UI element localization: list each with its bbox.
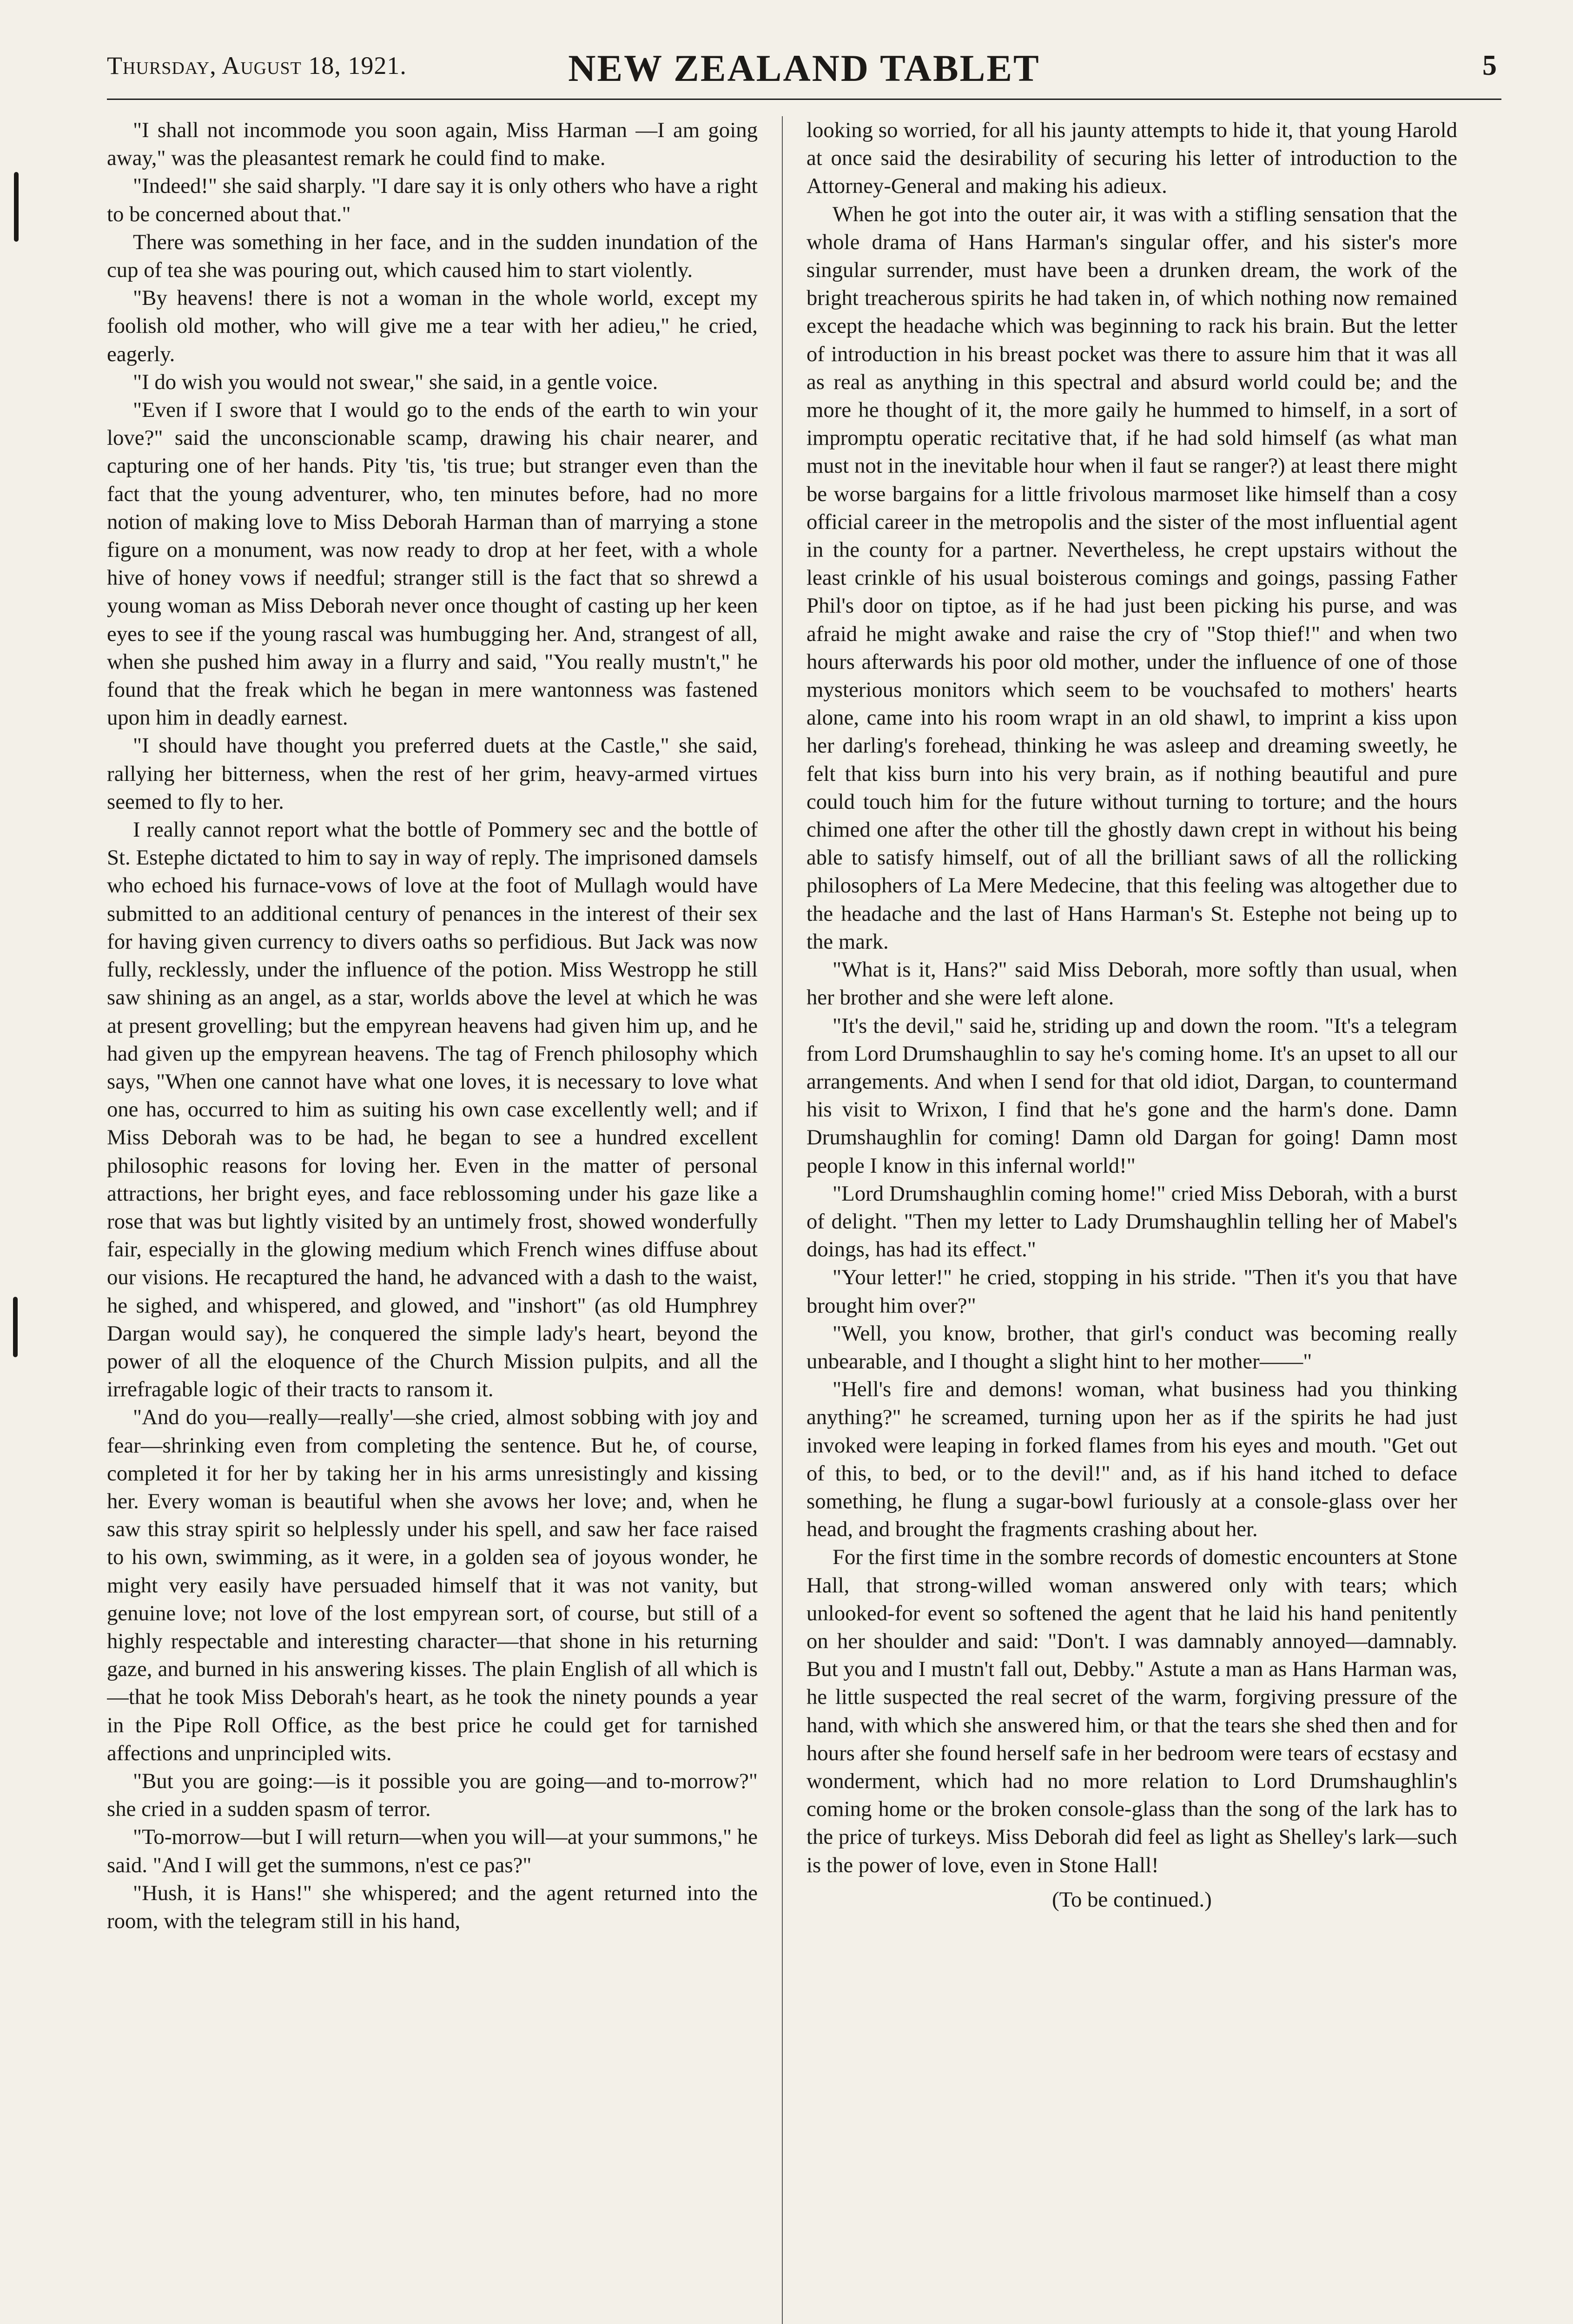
paragraph: "I shall not incommode you soon again, Miss Harman —I am going away," was the pleasantest remark he could find to make.	[107, 118, 758, 171]
paragraph: "Well, you know, brother, that girl's conduct was becoming really unbearable, and I thought a slight hint to her mother——"	[806, 1321, 1457, 1373]
left-column	[107, 116, 758, 2324]
paragraph: "But you are going:—is it possible you are going—and to-morrow?" she cried in a sudden spasm of terror.	[107, 1769, 758, 1822]
paragraph: "I do wish you would not swear," she said, in a gentle voice.	[133, 370, 658, 394]
column-divider	[782, 116, 783, 2324]
paragraph: "I should have thought you preferred duets at the Castle," she said, rallying her bitterness, when the rest of her grim, heavy-armed virtues seemed to fly to her.	[107, 733, 758, 814]
paragraph: "Lord Drumshaughlin coming home!" cried Miss Deborah, with a burst of delight. "Then my letter to Lady Drumshaughlin telling her of Mabel's doings, has had its effect."	[806, 1181, 1457, 1262]
paragraph: "Even if I swore that I would go to the ends of the earth to win your love?" said the unconscionable scamp, drawing his chair nearer, and capturing one of her hands. Pity 'tis, 'tis true; but stranger even than the fact that the young adventurer, who, ten minutes before, had no more notion of making love to Miss Deborah Harman than of marrying a stone figure on a monument, was now ready to drop at her feet, with a whole hive of honey vows if needful; stranger still is the fact that so shrewd a young woman as Miss Deborah never once thought of casting up her keen eyes to see if the young rascal was humbugging her. And, strangest of all, when she pushed him away in a flurry and said, "You really mustn't," he found that the freak which he began in mere wantonness was fastened upon him in deadly earnest.	[107, 398, 758, 730]
masthead-title: NEW ZEALAND TABLET	[568, 47, 1040, 89]
paragraph: "And do you—really—really'—she cried, almost sobbing with joy and fear—shrinking even from completing the sentence. But he, of course, completed it for her by taking her in his arms unresistingly and kissing her. Every woman is beautiful when she avows her love; and, when he saw this stray spirit so helplessly under his spell, and saw her face raised to his own, swimming, as it were, in a golden sea of joyous wonder, he might very easily have persuaded himself that it was not vanity, but genuine love; not love of the lost empyrean sort, of course, but still of a highly respectable and interesting character—that shone in his returning gaze, and burned in his answering kisses. The plain English of all which is—that he took Miss Deborah's heart, as he took the ninety pounds a year in the Pipe Roll Office, as the best price he could get for tarnished affections and unprincipled wits.	[107, 1405, 758, 1765]
page-number: 5	[1482, 50, 1497, 81]
paragraph: "Hell's fire and demons! woman, what business had you thinking anything?" he screamed, turning upon her as if the spirits he had just invoked were leaping in forked flames from his eyes and mouth. "Get out of this, to bed, or to the devil!" and, as if his hand itched to deface something, he flung a sugar-bowl furiously at a console-glass over her head, and brought the fragments crashing about her.	[806, 1377, 1457, 1542]
right-column	[806, 116, 1457, 2324]
to-be-continued: (To be continued.)	[1052, 1887, 1212, 1912]
paragraph: "To-morrow—but I will return—when you will—at your summons," he said. "And I will get the summons, n'est ce pas?"	[107, 1825, 758, 1877]
paragraph: I really cannot report what the bottle of Pommery sec and the bottle of St. Estephe dictated to him to say in way of reply. The imprisoned damsels who echoed his furnace-vows of love at the foot of Mullagh would have submitted to an additional century of penances in the interest of their sex for having given currency to divers oaths so perfidious. But Jack was now fully, recklessly, under the influence of the potion. Miss Westropp he still saw shining as an angel, as a star, worlds above the level at which he was at present grovelling; but the empyrean heavens had given him up, and he had given up the empyrean heavens. The tag of French philosophy which says, "When one cannot have what one loves, it is necessary to love what one has, occurred to him as suiting his own case excellently well; and if Miss Deborah was to be had, he began to see a hundred excellent philosophic reasons for loving her. Even in the matter of personal attractions, her bright eyes, and face reblossoming under his gaze like a rose that was but lightly visited by an untimely frost, showed wonderfully fair, especially in the glowing medium which French wines diffuse about our visions. He recaptured the hand, he advanced with a dash to the waist, he sighed, and whispered, and glowed, and "inshort" (as old Humphrey Dargan would say), he conquered the simple lady's heart, beyond the power of all the eloquence of the Church Mission pulpits, and all the irrefragable logic of their tracts to ransom it.	[107, 818, 758, 1402]
paragraph: For the first time in the sombre records of domestic encounters at Stone Hall, that strong-willed woman answered only with tears; which unlooked-for event so softened the agent that he laid his hand penitently on her shoulder and said: "Don't. I was damnably annoyed—damnably. But you and I mustn't fall out, Debby." Astute a man as Hans Harman was, he little suspected the real secret of the warm, forgiving pressure of the hand, with which she answered him, or that the tears she shed then and for hours after she found herself safe in her bedroom were tears of ecstasy and wonderment, which had no more relation to Lord Drumshaughlin's coming home or the broken console-glass than the song of the lark has to the price of turkeys. Miss Deborah did feel as light as Shelley's lark—such is the power of love, even in Stone Hall!	[806, 1545, 1457, 1877]
page-header	[107, 43, 1501, 100]
issue-date: Thursday, August 18, 1921.	[107, 52, 407, 79]
paragraph: "By heavens! there is not a woman in the whole world, except my foolish old mother, who will give me a tear with her adieu," he cried, eagerly.	[107, 286, 758, 366]
paragraph: There was something in her face, and in the sudden inundation of the cup of tea she was pouring out, which caused him to start violently.	[107, 230, 758, 283]
margin-mark	[13, 1297, 18, 1357]
paragraph: "Indeed!" she said sharply. "I dare say it is only others who have a right to be concerned about that."	[107, 174, 758, 226]
paragraph: "Your letter!" he cried, stopping in his stride. "Then it's you that have brought him over?"	[806, 1265, 1457, 1318]
margin-mark	[14, 172, 19, 242]
paragraph: "It's the devil," said he, striding up and down the room. "It's a telegram from Lord Drumshaughlin to say he's coming home. It's an upset to all our arrangements. And when I send for that old idiot, Dargan, to countermand his visit to Wrixon, I find that he's gone and the harm's done. Damn Drumshaughlin for coming! Damn old Dargan for going! Damn most people I know in this infernal world!"	[806, 1013, 1457, 1178]
paragraph: "Hush, it is Hans!" she whispered; and the agent returned into the room, with the telegram still in his hand,	[107, 1881, 758, 1933]
paragraph: looking so worried, for all his jaunty attempts to hide it, that young Harold at once said the desirability of securing his letter of introduction to the Attorney-General and making his adieux.	[806, 118, 1457, 198]
paragraph: "What is it, Hans?" said Miss Deborah, more softly than usual, when her brother and she were left alone.	[806, 957, 1457, 1010]
paragraph: When he got into the outer air, it was with a stifling sensation that the whole drama of Hans Harman's singular offer, and his sister's more singular surrender, must have been a drunken dream, the work of the bright treacherous spirits he had taken in, of which nothing now remained except the headache which was beginning to rack his brain. But the letter of introduction in his breast pocket was there to assure him that it was all as real as anything in this spectral and absurd world could be; and the more he thought of it, the more gaily he hummed to himself, in a sort of impromptu operatic recitative that, if he had sold himself (as what man must not in the inevitable hour when il faut se ranger?) at least there might be worse bargains for a little frivolous marmoset like himself than a cosy official career in the metropolis and the sister of the most influential agent in the county for a partner. Nevertheless, he crept upstairs without the least crinkle of his usual boisterous comings and goings, passing Father Phil's door on tiptoe, as if he had just been picking his purse, and was afraid he might awake and raise the cry of "Stop thief!" and when two hours afterwards his poor old mother, under the influence of one of those mysterious monitors which seem to be vouchsafed to mothers' hearts alone, came into his room wrapt in an old shawl, to imprint a kiss upon her darling's forehead, thinking he was asleep and dreaming sweetly, he felt that kiss burn into his very brain, as if nothing beautiful and pure could touch him for the future without turning to torture; and the hours chimed one after the other till the ghostly dawn crept in without his being able to satisfy himself, out of all the brilliant saws of all the rollicking philosophers of La Mere Medecine, that this feeling was altogether due to the headache and the last of Hans Harman's St. Estephe not being up to the mark.	[806, 202, 1457, 954]
